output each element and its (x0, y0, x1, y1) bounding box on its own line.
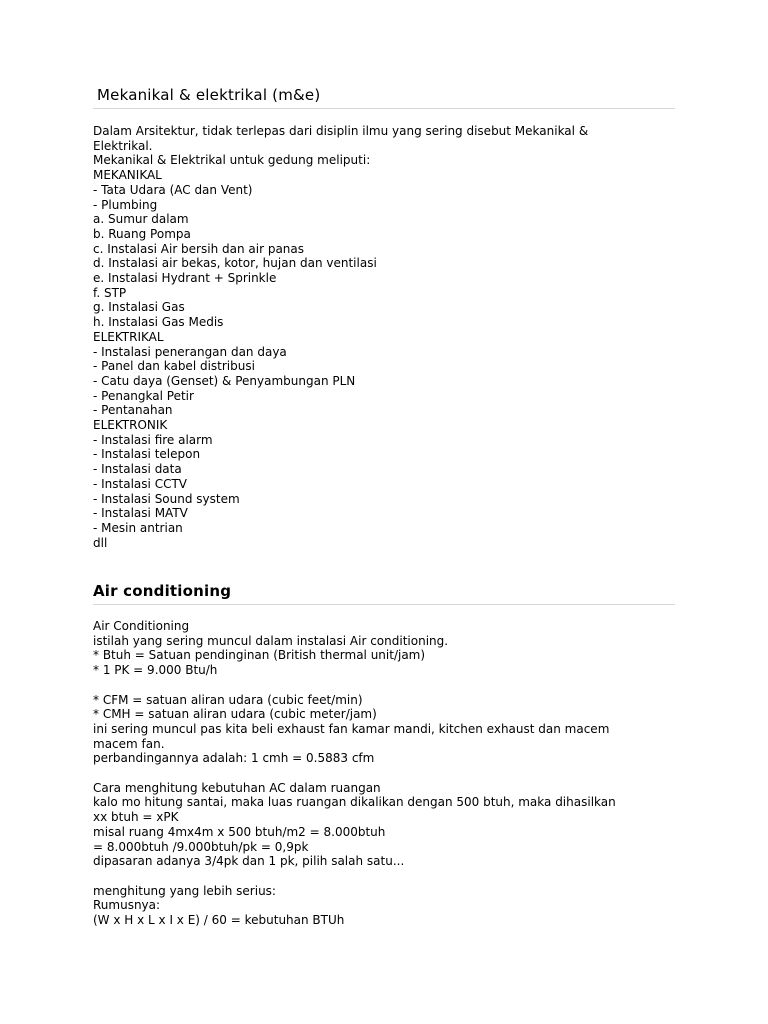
blank-line (93, 678, 675, 693)
text-line: - Penangkal Petir (93, 388, 194, 403)
text-line: - Instalasi fire alarm (93, 432, 213, 447)
text-line: e. Instalasi Hydrant + Sprinkle (93, 271, 277, 286)
text-line: - Instalasi data (93, 462, 182, 477)
text-line: dll (93, 535, 108, 550)
section-mekanikal-elektrikal (93, 84, 675, 550)
text-line: - Panel dan kabel distribusi (93, 359, 255, 374)
blank-line (93, 869, 675, 884)
section-air-conditioning (93, 580, 675, 928)
text-line: Elektrikal. (93, 138, 153, 153)
text-line: dipasaran adanya 3/4pk dan 1 pk, pilih salah satu... (93, 854, 405, 869)
text-line: ELEKTRIKAL (93, 329, 164, 344)
text-line: - Instalasi penerangan dan daya (93, 344, 287, 359)
blank-line (93, 766, 675, 781)
text-line: * CMH = satuan aliran udara (cubic meter/jam) (93, 707, 377, 722)
text-line: b. Ruang Pompa (93, 226, 191, 241)
text-line: - Tata Udara (AC dan Vent) (93, 182, 253, 197)
text-line: g. Instalasi Gas (93, 300, 185, 315)
text-line: - Plumbing (93, 197, 158, 212)
text-line: kalo mo hitung santai, maka luas ruangan dikalikan dengan 500 btuh, maka dihasilkan (93, 795, 616, 810)
text-line: MEKANIKAL (93, 168, 162, 183)
text-line: * Btuh = Satuan pendinginan (British thermal unit/jam) (93, 648, 426, 663)
text-line: - Instalasi Sound system (93, 491, 240, 506)
text-line: h. Instalasi Gas Medis (93, 315, 224, 330)
text-line: - Instalasi MATV (93, 506, 188, 521)
text-line: ini sering muncul pas kita beli exhaust fan kamar mandi, kitchen exhaust dan macem (93, 721, 610, 736)
text-line: Air Conditioning (93, 619, 190, 633)
text-line: ELEKTRONIK (93, 418, 168, 433)
text-line: macem fan. (93, 736, 165, 751)
text-line: Dalam Arsitektur, tidak terlepas dari disiplin ilmu yang sering disebut Mekanikal & (93, 124, 589, 138)
text-line: a. Sumur dalam (93, 212, 189, 227)
text-line: Rumusnya: (93, 898, 161, 913)
section-body (93, 619, 675, 928)
text-line: = 8.000btuh /9.000btuh/pk = 0,9pk (93, 839, 309, 854)
text-line: Mekanikal & Elektrikal untuk gedung meliputi: (93, 153, 371, 168)
text-line: istilah yang sering muncul dalam instalasi Air conditioning. (93, 633, 449, 648)
text-line: menghitung yang lebih serius: (93, 883, 276, 898)
text-line: Cara menghitung kebutuhan AC dalam ruangan (93, 780, 381, 795)
section-heading: Mekanikal & elektrikal (m&e) (93, 84, 675, 109)
text-line: (W x H x L x I x E) / 60 = kebutuhan BTUh (93, 913, 345, 928)
section-heading: Air conditioning (93, 580, 675, 605)
text-line: d. Instalasi air bekas, kotor, hujan dan ventilasi (93, 256, 377, 271)
section-body (93, 124, 675, 550)
text-line: - Catu daya (Genset) & Penyambungan PLN (93, 373, 356, 388)
text-line: perbandingannya adalah: 1 cmh = 0.5883 cfm (93, 751, 375, 766)
text-line: - Instalasi CCTV (93, 476, 187, 491)
text-line: f. STP (93, 285, 127, 300)
text-line: * CFM = satuan aliran udara (cubic feet/min) (93, 692, 363, 707)
text-line: - Pentanahan (93, 403, 173, 418)
text-line: - Instalasi telepon (93, 447, 201, 462)
text-line: misal ruang 4mx4m x 500 btuh/m2 = 8.000btuh (93, 824, 386, 839)
text-line: xx btuh = xPK (93, 810, 179, 825)
text-line: c. Instalasi Air bersih dan air panas (93, 241, 305, 256)
text-line: * 1 PK = 9.000 Btu/h (93, 663, 218, 678)
text-line: - Mesin antrian (93, 520, 183, 535)
